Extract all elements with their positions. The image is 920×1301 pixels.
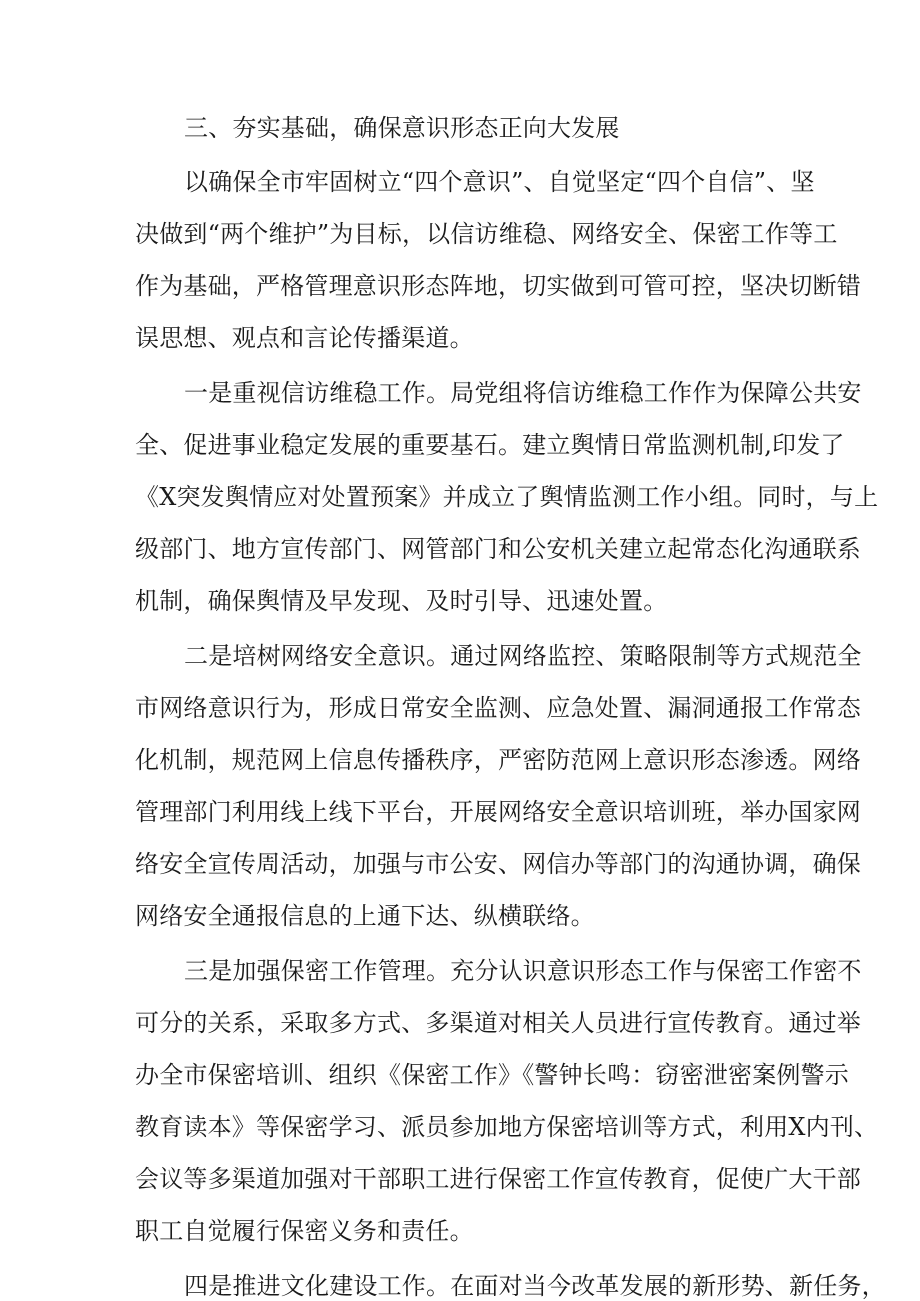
section-heading: 三、夯实基础，确保意识形态正向大发展 <box>184 114 620 142</box>
paragraph-line: 全、促进事业稳定发展的重要基石。建立舆情日常监测机制,印发了 <box>135 431 845 459</box>
paragraph-line: 可分的关系，采取多方式、多渠道对相关人员进行宣传教育。通过举 <box>135 1009 861 1037</box>
paragraph-line: 作为基础，严格管理意识形态阵地，切实做到可管可控，坚决切断错 <box>135 272 861 300</box>
paragraph-line: 机制，确保舆情及早发现、及时引导、迅速处置。 <box>135 587 668 615</box>
paragraph-line: 市网络意识行为，形成日常安全监测、应急处置、漏洞通报工作常态 <box>135 694 861 722</box>
paragraph-line: 网络安全通报信息的上通下达、纵横联络。 <box>135 902 595 930</box>
paragraph-line: 管理部门利用线上线下平台，开展网络安全意识培训班，举办国家网 <box>135 798 861 826</box>
paragraph-line: 《X突发舆情应对处置预案》并成立了舆情监测工作小组。同时，与上 <box>135 483 879 511</box>
paragraph-line: 误思想、观点和言论传播渠道。 <box>135 324 474 352</box>
paragraph-line: 会议等多渠道加强对干部职工进行保密工作宣传教育，促使广大干部 <box>135 1165 861 1193</box>
paragraph-line: 以确保全市牢固树立“四个意识”、自觉坚定“四个自信”、坚 <box>184 168 815 196</box>
paragraph-line: 级部门、地方宣传部门、网管部门和公安机关建立起常态化沟通联系 <box>135 535 861 563</box>
paragraph-line: 职工自觉履行保密义务和责任。 <box>135 1217 474 1245</box>
paragraph-line: 决做到“两个维护”为目标，以信访维稳、网络安全、保密工作等工 <box>135 220 838 248</box>
paragraph-line: 四是推进文化建设工作。在面对当今改革发展的新形势、新任务， <box>184 1272 886 1300</box>
paragraph-line: 二是培树网络安全意识。通过网络监控、策略限制等方式规范全 <box>184 642 862 670</box>
paragraph-line: 办全市保密培训、组织《保密工作》《警钟长鸣：窃密泄密案例警示 <box>135 1061 849 1089</box>
paragraph-line: 一是重视信访维稳工作。局党组将信访维稳工作作为保障公共安 <box>184 379 862 407</box>
paragraph-line: 教育读本》等保密学习、派员参加地方保密培训等方式，利用X内刊、 <box>135 1113 879 1141</box>
paragraph-line: 化机制，规范网上信息传播秩序，严密防范网上意识形态渗透。网络 <box>135 746 861 774</box>
paragraph-line: 络安全宣传周活动，加强与市公安、网信办等部门的沟通协调，确保 <box>135 850 861 878</box>
paragraph-line: 三是加强保密工作管理。充分认识意识形态工作与保密工作密不 <box>184 957 862 985</box>
